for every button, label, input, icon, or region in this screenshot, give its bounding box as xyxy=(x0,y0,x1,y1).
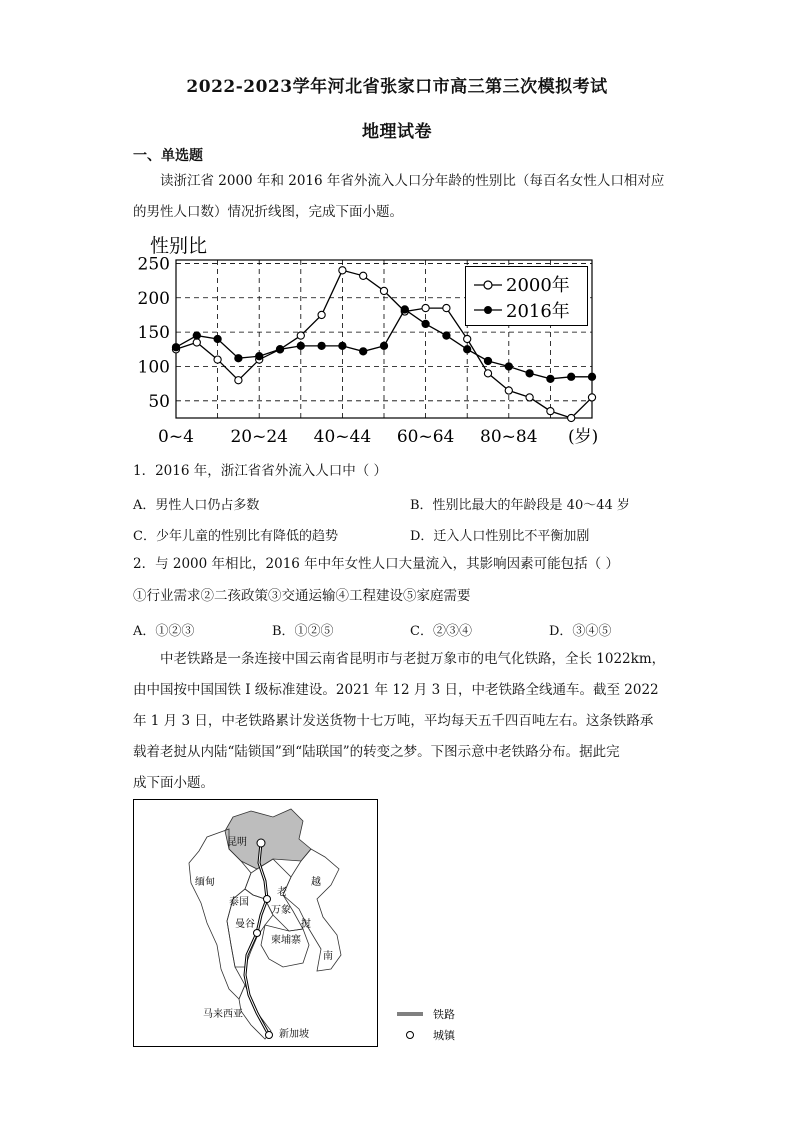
q1-stem: 1．2016 年，浙江省省外流入人口中（ ） xyxy=(133,463,388,479)
legend-railway: 铁路 xyxy=(433,1008,455,1021)
series-point-0 xyxy=(360,272,367,279)
intro1-line2: 的男性人口数）情况折线图，完成下面小题。 xyxy=(133,204,403,220)
x-tick-label: 80~84 xyxy=(480,427,538,447)
series-point-1 xyxy=(360,348,367,355)
kunming-town-icon xyxy=(257,839,265,847)
label-myanmar: 缅甸 xyxy=(195,877,215,888)
series-point-1 xyxy=(401,306,408,313)
legend-town: 城镇 xyxy=(433,1029,455,1042)
section-label: 一、单选题 xyxy=(133,148,203,164)
town-legend-icon xyxy=(407,1032,414,1039)
map-legend xyxy=(395,1000,485,1045)
series-point-1 xyxy=(526,370,533,377)
legend-open-marker-icon xyxy=(484,281,492,289)
chart-title: 性别比 xyxy=(150,235,208,257)
q1-option-c[interactable]: C．少年儿童的性别比有降低的趋势 xyxy=(133,529,338,544)
series-point-0 xyxy=(422,304,429,311)
series-point-0 xyxy=(464,335,471,342)
q1-option-d[interactable]: D．迁入人口性别比不平衡加剧 xyxy=(410,529,590,544)
q1-option-a[interactable]: A．男性人口仍占多数 xyxy=(133,498,260,513)
label-vietnam-1: 越 xyxy=(311,877,321,888)
bangkok-town-icon xyxy=(254,930,261,937)
series-point-0 xyxy=(318,311,325,318)
q2-factors: ①行业需求②二孩政策③交通运输④工程建设⑤家庭需要 xyxy=(133,588,471,604)
x-tick-label: 20~24 xyxy=(230,427,288,447)
x-axis-label: (岁) xyxy=(568,427,599,447)
series-point-1 xyxy=(422,320,429,327)
x-tick-label: 0~4 xyxy=(158,427,194,447)
x-tick-label: 60~64 xyxy=(396,427,455,447)
series-point-0 xyxy=(339,267,346,274)
legend-filled-marker-icon xyxy=(484,306,492,314)
label-bangkok: 曼谷 xyxy=(235,919,255,930)
series-point-0 xyxy=(235,377,242,384)
series-point-0 xyxy=(505,387,512,394)
chart-y-ticks xyxy=(138,254,170,411)
label-cambodia: 柬埔寨 xyxy=(271,935,301,946)
y-tick-label: 50 xyxy=(148,391,170,412)
chart-x-ticks xyxy=(158,427,538,447)
series-point-1 xyxy=(464,346,471,353)
series-point-1 xyxy=(484,357,491,364)
vientiane-town-icon xyxy=(264,896,271,903)
page-title: 2022-2023学年河北省张家口市高三第三次模拟考试 xyxy=(186,77,608,97)
y-tick-label: 150 xyxy=(137,323,170,344)
legend-2000: 2000年 xyxy=(506,275,570,296)
series-point-1 xyxy=(256,353,263,360)
series-point-1 xyxy=(339,342,346,349)
q2-option-d[interactable]: D．③④⑤ xyxy=(549,624,612,639)
singapore-town-icon xyxy=(266,1032,273,1039)
series-point-1 xyxy=(193,332,200,339)
series-point-1 xyxy=(443,332,450,339)
series-point-1 xyxy=(276,346,283,353)
series-point-1 xyxy=(214,335,221,342)
series-point-1 xyxy=(505,363,512,370)
chart-legend xyxy=(465,266,588,326)
label-thailand: 泰国 xyxy=(229,897,249,908)
label-laos: 老 xyxy=(277,887,287,898)
sex-ratio-chart xyxy=(130,232,610,452)
series-point-1 xyxy=(318,342,325,349)
label-kunming: 昆明 xyxy=(227,837,247,848)
y-tick-label: 250 xyxy=(137,254,170,275)
q2-stem: 2．与 2000 年相比，2016 年中年女性人口大量流入，其影响因素可能包括（ ） xyxy=(133,556,619,572)
series-point-0 xyxy=(380,287,387,294)
series-point-0 xyxy=(214,356,221,363)
series-point-0 xyxy=(297,332,304,339)
q2-option-a[interactable]: A．①②③ xyxy=(133,624,195,639)
series-point-0 xyxy=(526,394,533,401)
intro2-line5: 成下面小题。 xyxy=(133,775,214,791)
x-tick-label: 40~44 xyxy=(313,427,372,447)
label-laos-2: 挝 xyxy=(301,919,311,930)
intro2-line2: 由中国按中国国铁 I 级标准建设。2021 年 12 月 3 日，中老铁路全线通车。截至 2022 xyxy=(133,682,659,698)
q2-option-c[interactable]: C．②③④ xyxy=(410,624,472,639)
series-point-0 xyxy=(588,394,595,401)
series-point-0 xyxy=(443,304,450,311)
q2-option-b[interactable]: B．①②⑤ xyxy=(272,624,334,639)
label-malaysia: 马来西亚 xyxy=(203,1009,243,1020)
series-point-0 xyxy=(484,370,491,377)
series-point-1 xyxy=(547,375,554,382)
page-subtitle: 地理试卷 xyxy=(362,122,432,142)
label-singapore: 新加坡 xyxy=(279,1029,309,1040)
intro2-line3: 年 1 月 3 日，中老铁路累计发送货物十七万吨，平均每天五千四百吨左右。这条铁路承 xyxy=(133,713,654,729)
series-point-0 xyxy=(193,339,200,346)
series-point-0 xyxy=(547,408,554,415)
intro1-line1: 读浙江省 2000 年和 2016 年省外流入人口分年龄的性别比（每百名女性人口相对应 xyxy=(160,173,665,189)
series-point-1 xyxy=(172,344,179,351)
intro2-line1: 中老铁路是一条连接中国云南省昆明市与老挝万象市的电气化铁路，全长 1022km， xyxy=(160,651,666,667)
series-point-1 xyxy=(568,373,575,380)
china-laos-railway-map xyxy=(133,799,378,1047)
label-vientiane: 万象 xyxy=(271,905,291,916)
legend-2016: 2016年 xyxy=(506,301,570,322)
y-tick-label: 100 xyxy=(137,357,170,378)
q1-option-b[interactable]: B．性别比最大的年龄段是 40～44 岁 xyxy=(410,498,630,513)
series-point-1 xyxy=(588,373,595,380)
series-point-1 xyxy=(235,355,242,362)
intro2-line4: 载着老挝从内陆“陆锁国”到“陆联国”的转变之梦。下图示意中老铁路分布。据此完 xyxy=(133,744,620,760)
series-point-1 xyxy=(380,342,387,349)
label-vietnam-2: 南 xyxy=(323,951,333,962)
series-point-0 xyxy=(568,414,575,421)
series-point-1 xyxy=(297,342,304,349)
y-tick-label: 200 xyxy=(137,288,170,309)
